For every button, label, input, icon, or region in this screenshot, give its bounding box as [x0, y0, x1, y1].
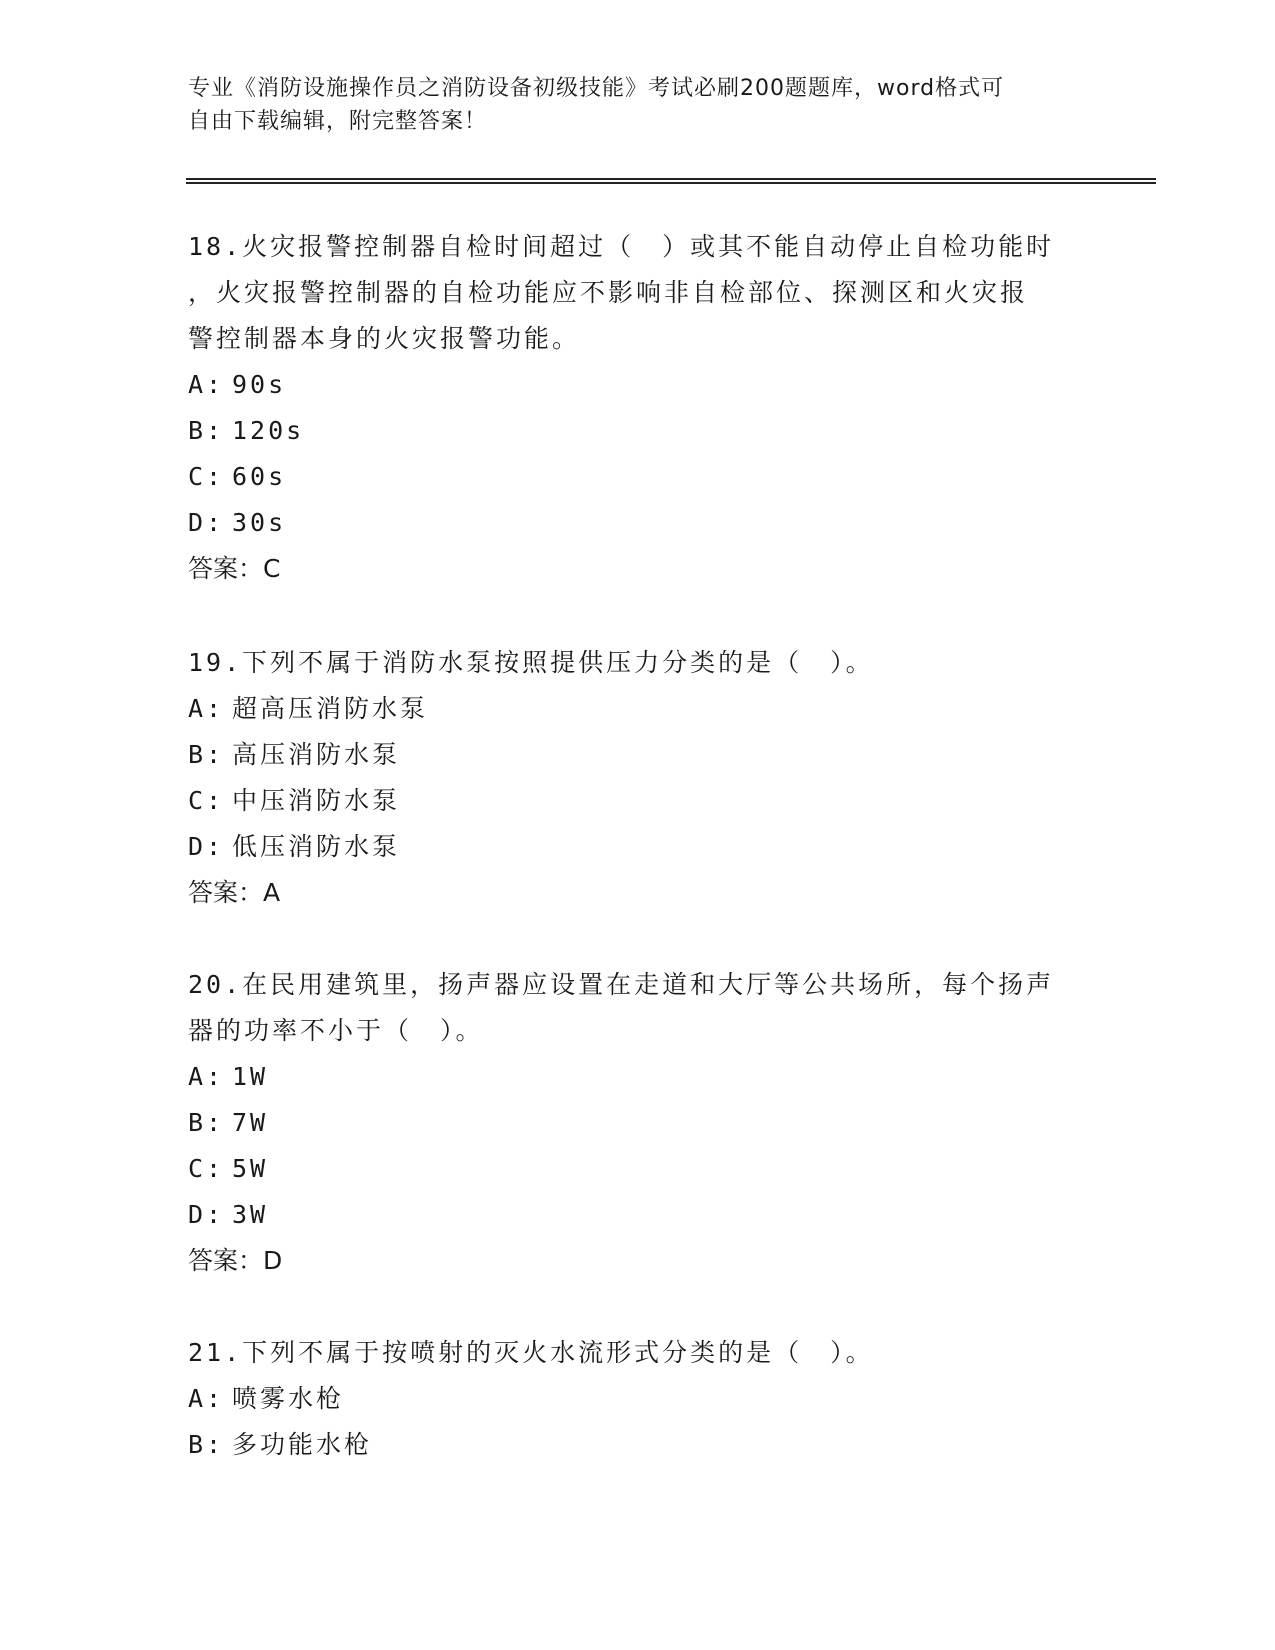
- question-19: [188, 640, 1088, 916]
- option-label: A:: [188, 370, 225, 399]
- question-text-line: 20.在民用建筑里，扬声器应设置在走道和大厅等公共场所，每个扬声: [188, 970, 1055, 999]
- option-label: C:: [188, 1154, 225, 1183]
- option-a: [188, 1054, 1088, 1100]
- option-text: 1W: [232, 1062, 269, 1091]
- option-a: [188, 1376, 1088, 1422]
- question-text-line: 18.火灾报警控制器自检时间超过（ ）或其不能自动停止自检功能时: [188, 232, 1055, 261]
- header-line-2: 自由下载编辑，附完整答案！: [188, 109, 488, 134]
- option-text: 超高压消防水泵: [232, 694, 429, 723]
- option-label: D:: [188, 1200, 225, 1229]
- option-b: [188, 408, 1088, 454]
- option-label: D:: [188, 832, 225, 861]
- option-text: 5W: [232, 1154, 269, 1183]
- option-label: A:: [188, 1062, 225, 1091]
- option-b: [188, 1100, 1088, 1146]
- option-text: 低压消防水泵: [232, 832, 401, 861]
- option-label: A:: [188, 694, 225, 723]
- option-c: [188, 454, 1088, 500]
- option-label: B:: [188, 1430, 225, 1459]
- question-text-line: 19.下列不属于消防水泵按照提供压力分类的是（ ）。: [188, 648, 874, 677]
- option-text: 3W: [232, 1200, 269, 1229]
- option-text: 中压消防水泵: [232, 786, 401, 815]
- question-text-line: 21.下列不属于按喷射的灭火水流形式分类的是（ ）。: [188, 1338, 874, 1367]
- option-label: D:: [188, 508, 225, 537]
- option-label: B:: [188, 416, 225, 445]
- document-header: [188, 72, 1088, 138]
- option-d: [188, 500, 1088, 546]
- option-text: 7W: [232, 1108, 269, 1137]
- option-label: B:: [188, 1108, 225, 1137]
- answer-line: 答案：C: [188, 554, 281, 583]
- question-21: [188, 1330, 1088, 1468]
- header-line-1: 专业《消防设施操作员之消防设备初级技能》考试必刷200题题库，word格式可: [188, 76, 1005, 101]
- option-c: [188, 1146, 1088, 1192]
- option-label: A:: [188, 1384, 225, 1413]
- question-text-line: 器的功率不小于（ ）。: [188, 1016, 484, 1045]
- option-text: 60s: [232, 462, 287, 491]
- option-a: [188, 362, 1088, 408]
- question-20: [188, 962, 1088, 1284]
- option-text: 喷雾水枪: [232, 1384, 345, 1413]
- option-label: B:: [188, 740, 225, 769]
- answer-line: 答案：D: [188, 1246, 283, 1275]
- question-text-line: ，火灾报警控制器的自检功能应不影响非自检部位、探测区和火灾报: [188, 278, 1029, 307]
- answer-line: 答案：A: [188, 878, 281, 907]
- question-18: [188, 224, 1088, 592]
- option-text: 120s: [232, 416, 305, 445]
- option-b: [188, 1422, 1088, 1468]
- option-text: 30s: [232, 508, 287, 537]
- question-text-line: 警控制器本身的火灾报警功能。: [188, 324, 581, 353]
- option-b: [188, 732, 1088, 778]
- header-divider: [186, 178, 1156, 184]
- option-text: 高压消防水泵: [232, 740, 401, 769]
- option-c: [188, 778, 1088, 824]
- option-d: [188, 824, 1088, 870]
- option-label: C:: [188, 786, 225, 815]
- option-text: 多功能水枪: [232, 1430, 373, 1459]
- option-d: [188, 1192, 1088, 1238]
- option-text: 90s: [232, 370, 287, 399]
- option-a: [188, 686, 1088, 732]
- option-label: C:: [188, 462, 225, 491]
